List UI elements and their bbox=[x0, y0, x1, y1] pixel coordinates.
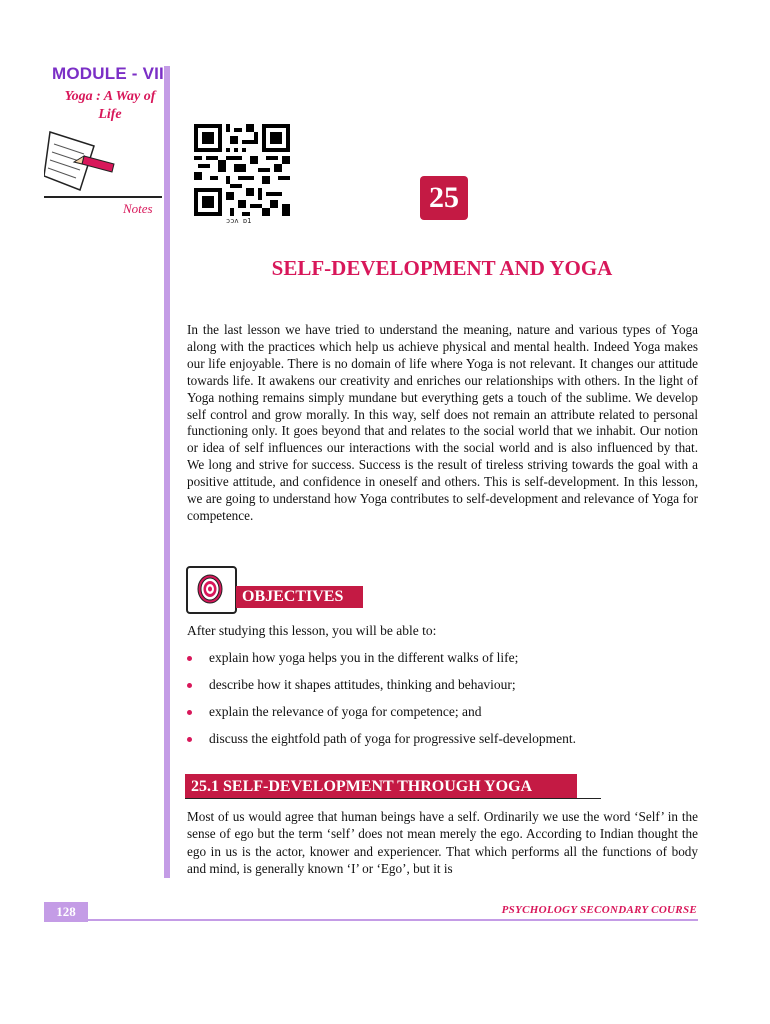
margin-bar bbox=[164, 66, 170, 878]
bullet-icon bbox=[187, 656, 192, 661]
module-subtitle: Yoga : A Way of Life bbox=[64, 89, 156, 122]
notepad-pencil-icon bbox=[44, 126, 124, 196]
list-item: explain the relevance of yoga for competence; and bbox=[187, 702, 697, 729]
notes-label: Notes bbox=[123, 201, 153, 216]
list-item: describe how it shapes attitudes, thinking and behaviour; bbox=[187, 675, 697, 702]
section-rule bbox=[185, 798, 601, 799]
section-heading: 25.1 SELF-DEVELOPMENT THROUGH YOGA bbox=[185, 774, 577, 798]
section-paragraph: Most of us would agree that human beings have a self. Ordinarily we use the word ‘Self’ in the sense of ego but the term ‘self’ does not mean merely the ego. According to Indian thought the ego in us is the actor, knower and experiencer. That which performs all the functions of body and mind, is generally known ‘I’ or ‘Ego’, but it is bbox=[187, 809, 698, 876]
module-title: MODULE - VII bbox=[52, 64, 164, 83]
target-icon bbox=[196, 574, 224, 604]
bullet-icon bbox=[187, 737, 192, 742]
lesson-title: SELF-DEVELOPMENT AND YOGA bbox=[271, 256, 613, 280]
objectives-list bbox=[187, 648, 697, 756]
course-name: PSYCHOLOGY SECONDARY COURSE bbox=[501, 904, 697, 916]
objectives-intro: After studying this lesson, you will be able to: bbox=[187, 623, 437, 638]
list-item: discuss the eightfold path of yoga for progressive self-development. bbox=[187, 729, 697, 756]
objectives-heading: OBJECTIVES bbox=[236, 586, 363, 608]
chapter-number-badge: 25 bbox=[420, 176, 468, 220]
page-number: 128 bbox=[44, 902, 88, 922]
notes-rule bbox=[44, 196, 162, 198]
objectives-icon-box bbox=[186, 566, 237, 614]
bullet-icon bbox=[187, 683, 192, 688]
list-item: explain how yoga helps you in the different walks of life; bbox=[187, 648, 697, 675]
qr-code[interactable] bbox=[194, 124, 290, 216]
intro-paragraph: In the last lesson we have tried to understand the meaning, nature and various types of Yoga along with the practices which help us achieve physical and mental health. Indeed Yoga makes our life enjoyable. There is no domain of life where Yoga is not relevant. It changes our attitude towards life. It awakens our creativity and enriches our relationships with others. In the light of Yoga nothing remains simply mundane but everything gets a touch of the sublime. We develop self control and grow morally. In this way, self does not remain an attribute related to personal functioning only. It goes beyond that and relates to the social world that we inhabit. Our notion or idea of self influences our interactions with the social world and is also influenced by that. We long and strive for success. Success is the result of tireless striving towards the goal with a positive attitude, and confidence in oneself and others. This is self-development. In this lesson, we are going to understand how Yoga contributes to self-development and relevance of Yoga for competence. bbox=[187, 322, 698, 523]
bullet-icon bbox=[187, 710, 192, 715]
qr-caption: ɔɔʌ ɒ1 bbox=[226, 217, 252, 225]
footer-rule bbox=[44, 919, 698, 921]
